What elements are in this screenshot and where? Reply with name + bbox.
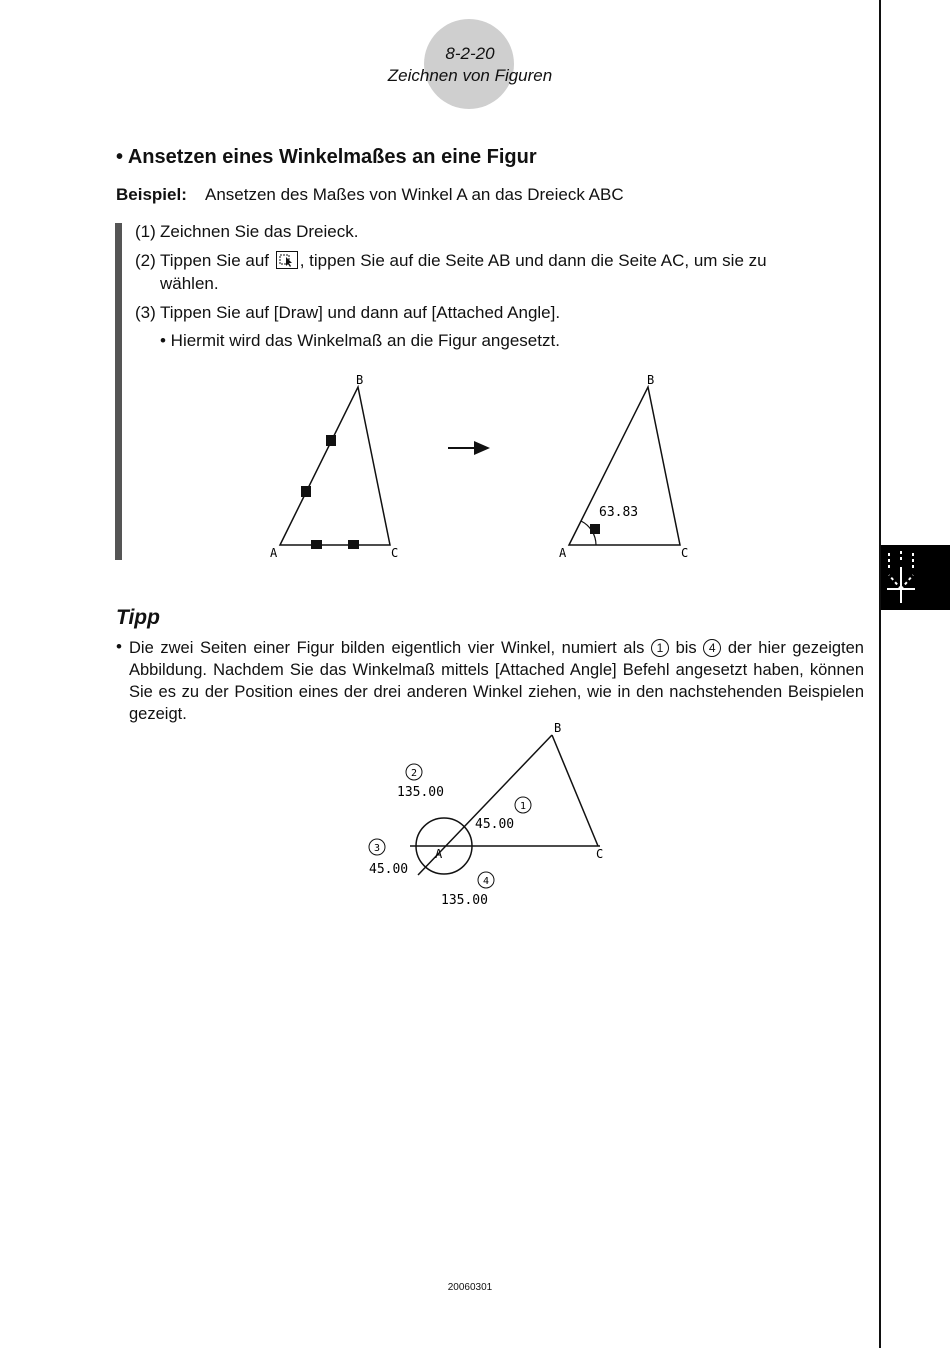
step-3-number: (3) [135, 303, 156, 322]
step-1-number: (1) [135, 222, 156, 241]
chapter-tab [881, 545, 950, 610]
step-2-number: (2) [135, 251, 156, 270]
triangle-before [270, 373, 398, 560]
select-pointer-icon [276, 251, 298, 269]
step-1-text: Zeichnen Sie das Dreieck. [160, 222, 359, 241]
step-2-text-before: Tippen Sie auf [160, 251, 269, 270]
selection-handle [326, 435, 336, 446]
selection-handle [301, 486, 311, 497]
vertex-label-b: B [554, 721, 562, 735]
tip-text: Die zwei Seiten einer Figur bilden eigentlich vier Winkel, numiert als 1 bis 4 der hier gezeigten Abbildung. Nachdem Sie das Winkelmaß mittels [Attached Angle] Befehl angesetzt haben, können Sie es zu der Position eines der drei anderen Winkel ziehen, wie in den nachstehenden Beispielen gezeigt. [129, 639, 864, 723]
angle-3 [369, 839, 408, 877]
vertex-label-c: C [391, 546, 399, 560]
vertex-label-a: A [435, 847, 443, 861]
angle-value: 63.83 [599, 505, 639, 520]
svg-text:1: 1 [519, 801, 527, 812]
angle-1 [475, 797, 531, 832]
step-3-text: Tippen Sie auf [Draw] und dann auf [Attached Angle]. [160, 303, 561, 322]
section-title: Zeichnen von Figuren [387, 66, 553, 85]
step-2-text [160, 249, 820, 295]
angle-1-value: 45.00 [475, 817, 515, 832]
selection-handle [311, 540, 322, 549]
angle-4-value: 135.00 [441, 893, 488, 908]
geometry-chapter-icon [881, 545, 950, 610]
vertex-label-a: A [270, 546, 278, 560]
angle-4 [441, 872, 494, 908]
figure-attached-angle [260, 365, 710, 565]
circled-number-1: 1 [651, 639, 669, 657]
angle-2-value: 135.00 [397, 785, 444, 800]
right-arrow-icon [448, 441, 490, 455]
angle-2 [397, 764, 444, 800]
margin-rule [879, 0, 881, 1348]
selection-handle [348, 540, 359, 549]
angle-handle [590, 524, 600, 534]
svg-text:2: 2 [410, 768, 418, 779]
triangle-after [559, 373, 688, 560]
vertex-label-c: C [681, 546, 689, 560]
tip-heading: Tipp [116, 606, 160, 629]
step-2-text-after: , tippen Sie auf die Seite AB und dann die Seite AC, um sie zu wählen. [160, 251, 767, 293]
result-bullet: • Hiermit wird das Winkelmaß an die Figur angesetzt. [160, 331, 560, 350]
figure-four-angles [360, 720, 620, 915]
vertex-label-b: B [356, 373, 364, 387]
footer-code: 20060301 [447, 1282, 493, 1293]
svg-text:3: 3 [373, 843, 381, 854]
tip-bullet: • [116, 637, 122, 656]
circled-number-4: 4 [703, 639, 721, 657]
header-circle [424, 19, 514, 109]
example-label: Beispiel: [116, 185, 187, 204]
svg-text:4: 4 [482, 876, 490, 887]
steps-side-bar [115, 223, 122, 560]
angle-3-value: 45.00 [369, 862, 409, 877]
page-number: 8-2-20 [445, 44, 495, 63]
vertex-label-a: A [559, 546, 567, 560]
section-heading: • Ansetzen eines Winkelmaßes an eine Figur [116, 146, 537, 168]
vertex-label-c: C [596, 847, 604, 861]
example-text: Ansetzen des Maßes von Winkel A an das Dreieck ABC [205, 185, 624, 204]
vertex-label-b: B [647, 373, 655, 387]
